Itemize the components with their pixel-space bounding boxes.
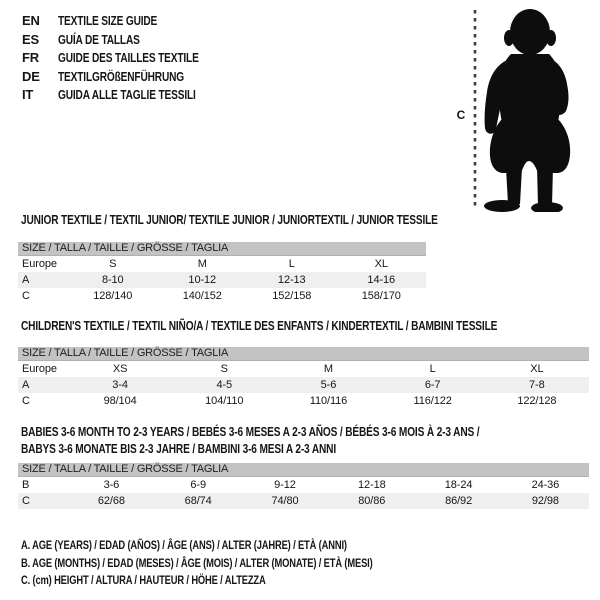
value-cell: 4-5 <box>216 379 233 391</box>
value-cell: 110/116 <box>309 395 348 407</box>
size-cell: XL <box>374 258 388 270</box>
size-header-label: SIZE / TALLA / TAILLE / GRÖSSE / TAGLIA <box>22 242 229 254</box>
value-cell: 128/140 <box>93 290 133 302</box>
junior-table-title: JUNIOR TEXTILE / TEXTIL JUNIOR/ TEXTILE JUNIOR / JUNIORTEXTIL / JUNIOR TESSILE <box>21 212 438 227</box>
language-label: TEXTILE SIZE GUIDE <box>58 13 158 28</box>
language-label: TEXTILGRÖßENFÜHRUNG <box>58 68 185 84</box>
value-cell: 92/98 <box>531 495 559 507</box>
footnote-line: B. AGE (MONTHS) / EDAD (MESES) / ÂGE (MOIS) / ALTER (MONATE) / ETÀ (MESI) <box>21 555 373 570</box>
size-cell: L <box>288 258 295 270</box>
language-code: EN <box>22 13 40 28</box>
baby-figure <box>445 6 585 212</box>
childrens-table-title: CHILDREN'S TEXTILE / TEXTIL NIÑO/A / TEXTILE DES ENFANTS / KINDERTEXTIL / BAMBINI TESSILE <box>21 318 498 333</box>
size-cell: XS <box>112 363 128 375</box>
value-cell: 3-4 <box>112 379 128 391</box>
size-cell: S <box>109 258 117 270</box>
value-cell: 12-13 <box>277 274 306 286</box>
table-row <box>18 256 426 272</box>
size-cell: S <box>220 363 228 375</box>
row-label: A <box>22 379 30 391</box>
footnotes <box>21 537 472 590</box>
value-cell: 10-12 <box>188 274 217 286</box>
baby-silhouette-icon <box>484 9 570 212</box>
row-label: A <box>22 274 30 286</box>
language-label: GUÍA DE TALLAS <box>58 31 140 47</box>
value-cell: 5-6 <box>320 379 337 391</box>
language-code: IT <box>22 87 34 102</box>
value-cell: 6-7 <box>424 379 441 391</box>
table-row <box>18 493 589 509</box>
language-row <box>22 86 238 105</box>
babies-table-title-line1: BABIES 3-6 MONTH TO 2-3 YEARS / BEBÉS 3-6 MESES A 2-3 AÑOS / BÉBÉS 3-6 MOIS À 2-3 ANS / <box>21 424 480 439</box>
row-label: Europe <box>22 258 57 270</box>
value-cell: 62/68 <box>97 495 125 507</box>
size-cell: M <box>323 363 333 375</box>
childrens-table <box>18 347 589 409</box>
value-cell: 14-16 <box>367 274 396 286</box>
value-cell: 86/92 <box>445 495 473 507</box>
value-cell: 140/152 <box>182 290 222 302</box>
value-cell: 152/158 <box>272 290 312 302</box>
size-header-label: SIZE / TALLA / TAILLE / GRÖSSE / TAGLIA <box>22 463 229 475</box>
table-row <box>18 377 589 393</box>
height-measure-label: C <box>456 108 466 122</box>
value-cell: 24-36 <box>531 479 560 491</box>
language-row <box>22 12 238 31</box>
value-cell: 158/170 <box>361 290 401 302</box>
value-cell: 116/122 <box>413 395 452 407</box>
table-row <box>18 477 589 493</box>
value-cell: 18-24 <box>444 479 473 491</box>
language-row <box>22 68 238 87</box>
junior-table <box>18 242 426 304</box>
language-guide <box>22 12 238 105</box>
row-label: Europe <box>22 363 57 375</box>
size-header-bar <box>18 463 589 477</box>
value-cell: 6-9 <box>190 479 206 491</box>
size-cell: XL <box>530 363 544 375</box>
value-cell: 80/86 <box>358 495 386 507</box>
size-cell: M <box>197 258 207 270</box>
value-cell: 7-8 <box>529 379 545 391</box>
babies-table-title-line2: BABYS 3-6 MONATE BIS 2-3 JAHRE / BAMBINI 3-6 MESI A 2-3 ANNI <box>21 441 336 456</box>
size-header-bar <box>18 347 589 361</box>
table-row <box>18 288 426 304</box>
size-header-bar <box>18 242 426 256</box>
value-cell: 98/104 <box>103 395 137 407</box>
language-row <box>22 49 238 68</box>
language-label: GUIDA ALLE TAGLIE TESSILI <box>58 87 196 102</box>
size-cell: L <box>429 363 436 375</box>
row-label: B <box>22 479 30 491</box>
value-cell: 104/110 <box>205 395 244 407</box>
babies-table <box>18 463 589 509</box>
table-row <box>18 393 589 409</box>
language-row <box>22 31 238 50</box>
size-header-label: SIZE / TALLA / TAILLE / GRÖSSE / TAGLIA <box>22 347 229 359</box>
row-label: C <box>22 395 30 407</box>
value-cell: 9-12 <box>274 479 296 491</box>
row-label: C <box>22 290 30 302</box>
value-cell: 74/80 <box>271 495 299 507</box>
value-cell: 8-10 <box>101 274 124 286</box>
footnote-line: A. AGE (YEARS) / EDAD (AÑOS) / ÂGE (ANS) / ALTER (JAHRE) / ETÀ (ANNI) <box>21 538 347 552</box>
value-cell: 12-18 <box>357 479 386 491</box>
row-label: C <box>22 495 30 507</box>
table-row <box>18 361 589 377</box>
footnote-line: C. (cm) HEIGHT / ALTURA / HAUTEUR / HÖHE / ALTEZZA <box>21 573 266 587</box>
language-label: GUIDE DES TAILLES TEXTILE <box>58 50 199 65</box>
value-cell: 122/128 <box>517 395 557 407</box>
value-cell: 68/74 <box>184 495 212 507</box>
table-row <box>18 272 426 288</box>
language-code: DE <box>22 68 40 84</box>
language-code: FR <box>22 50 39 65</box>
value-cell: 3-6 <box>103 479 120 491</box>
language-code: ES <box>22 31 39 47</box>
